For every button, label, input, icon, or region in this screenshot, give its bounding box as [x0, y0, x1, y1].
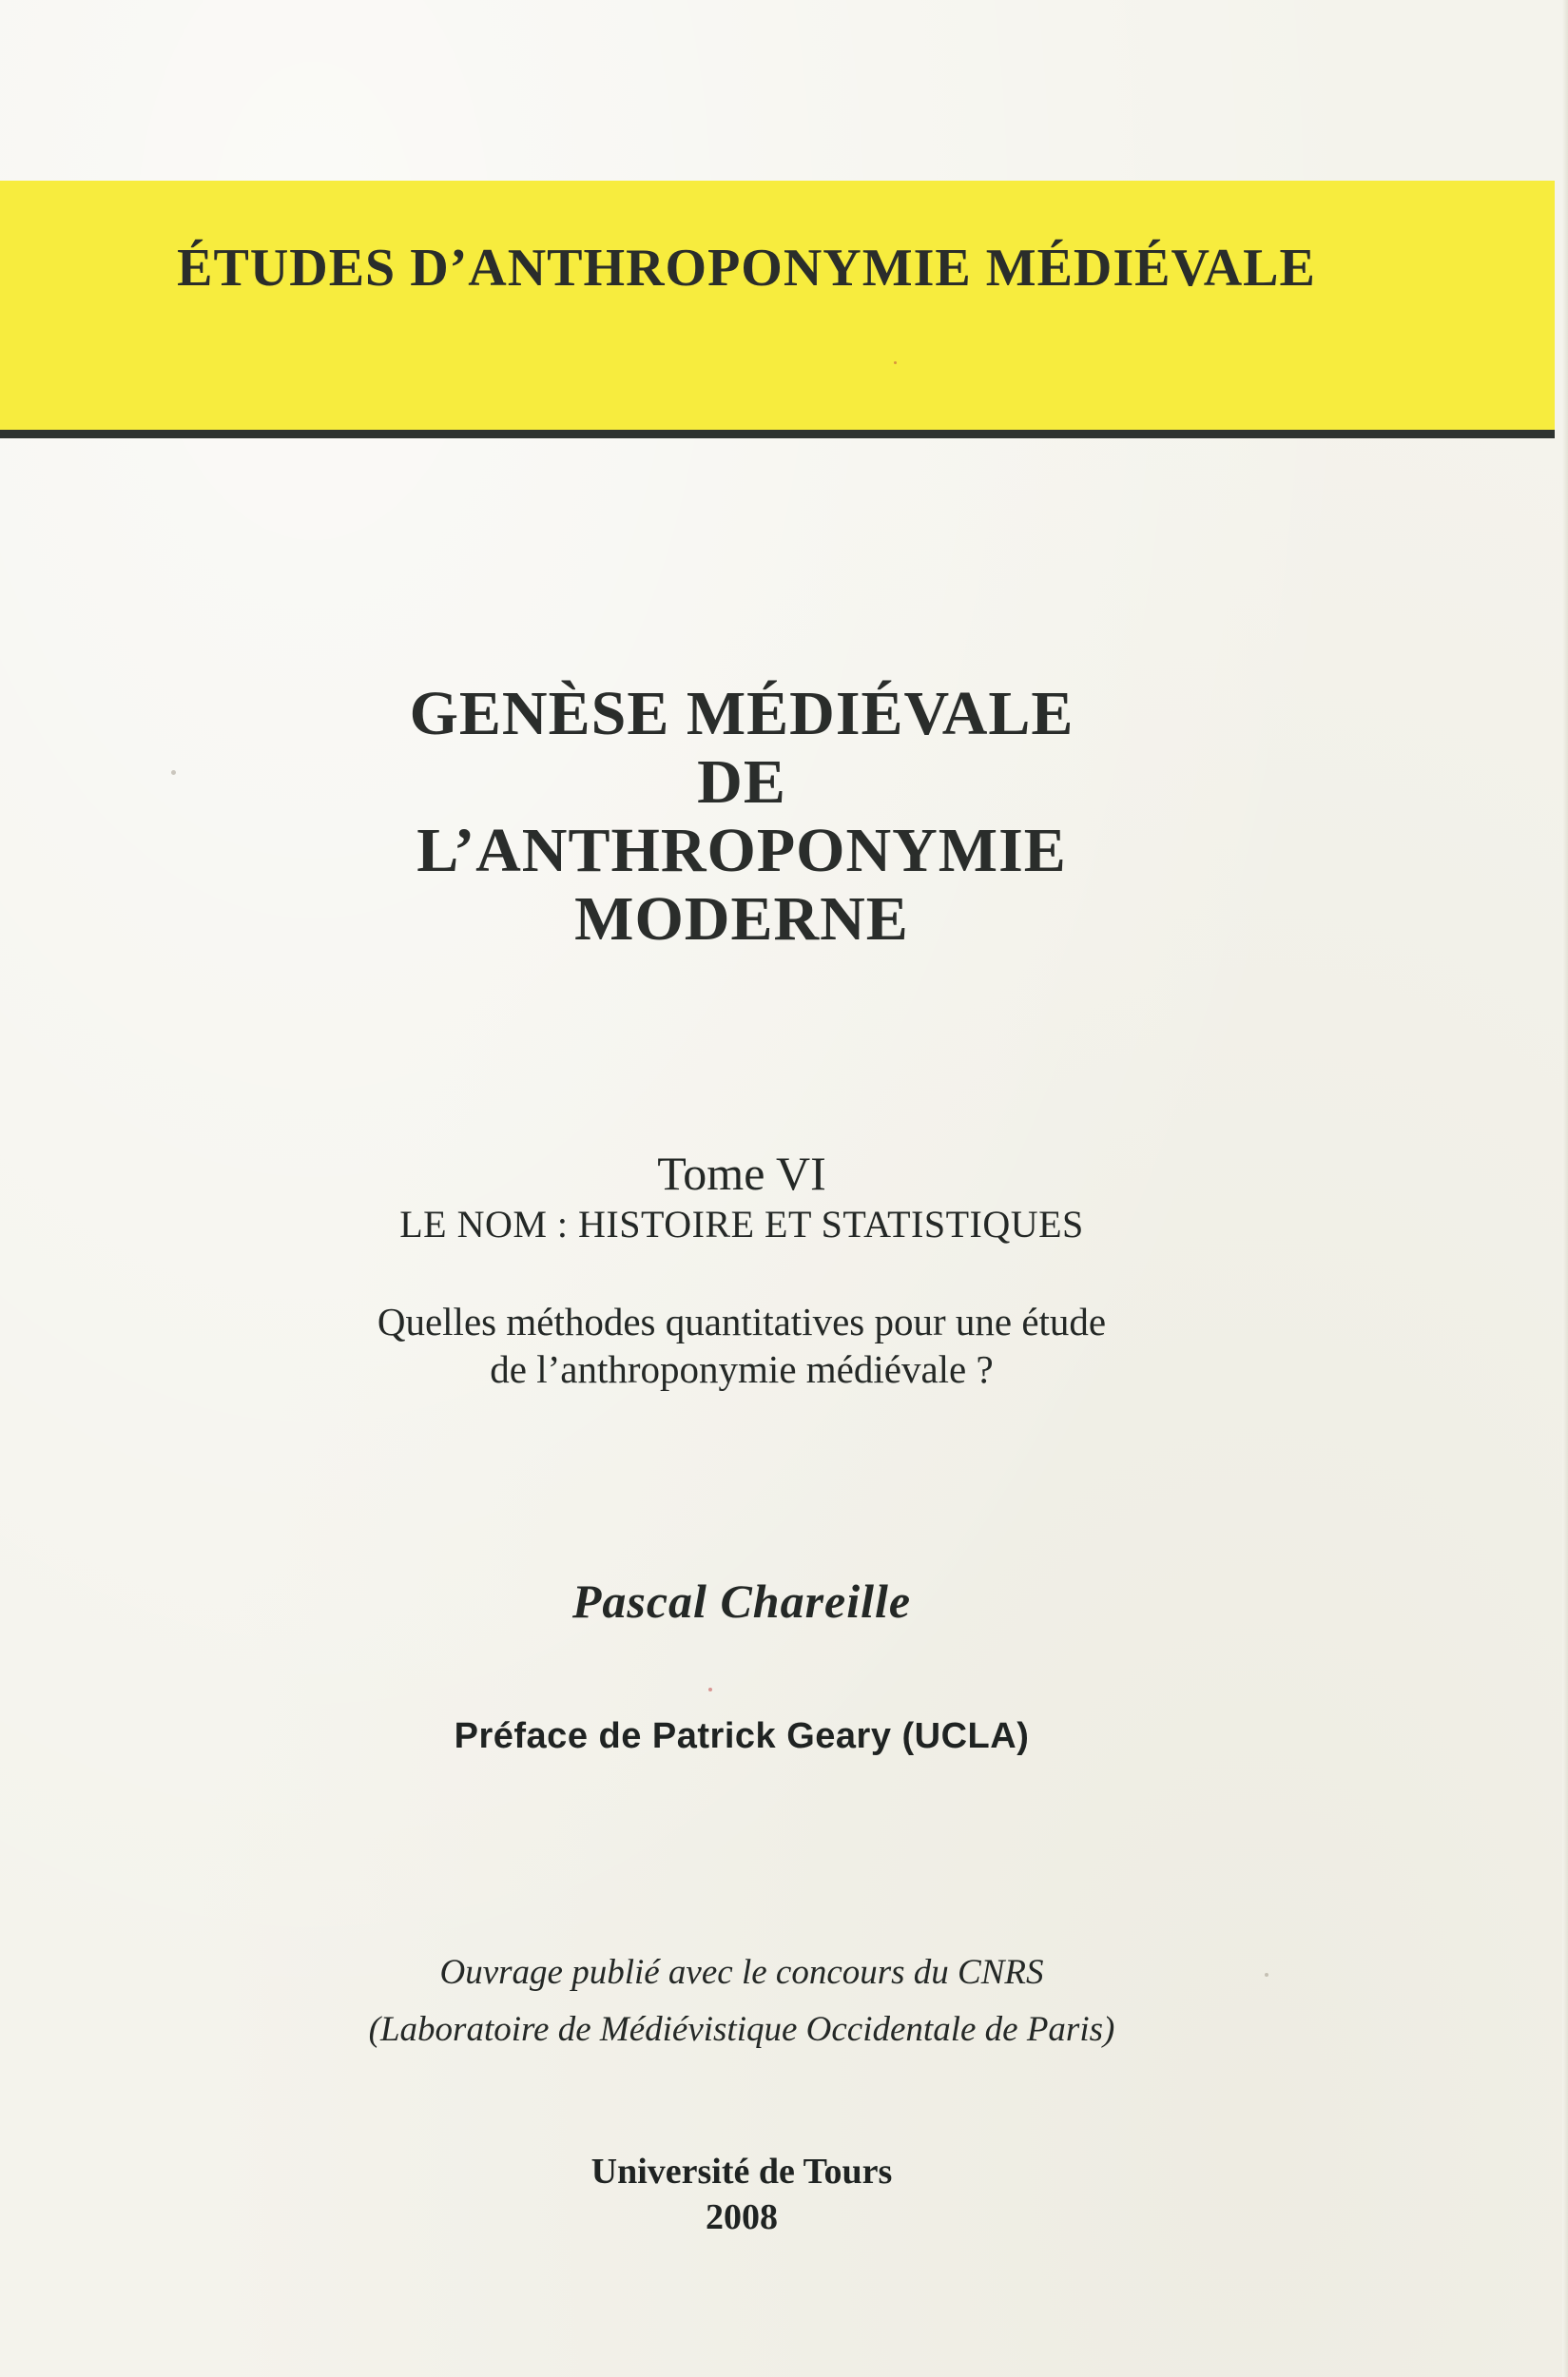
- main-title-line: GENÈSE MÉDIÉVALE: [409, 679, 1074, 748]
- publication-note-line: Ouvrage publié avec le concours du CNRS: [439, 1953, 1044, 1992]
- publication-note-line: (Laboratoire de Médiévistique Occidentale de Paris): [368, 2010, 1115, 2049]
- paper-speck: [171, 770, 176, 775]
- research-question-line: de l’anthroponymie médiévale ?: [490, 1347, 994, 1391]
- publisher-name: Université de Tours: [590, 2152, 893, 2192]
- page-edge: [1562, 0, 1568, 2377]
- volume-number: Tome VI: [657, 1147, 826, 1200]
- publication-year: 2008: [706, 2197, 778, 2237]
- preface-credit: Préface de Patrick Geary (UCLA): [454, 1716, 1030, 1756]
- main-title-line: DE: [697, 747, 786, 817]
- publication-note: [0, 1944, 1483, 2058]
- series-divider-rule: [0, 430, 1555, 438]
- paper-speck: [1265, 1973, 1268, 1977]
- series-title: ÉTUDES D’ANTHROPONYMIE MÉDIÉVALE: [177, 239, 1316, 298]
- research-question: [0, 1298, 1483, 1393]
- main-title-line: MODERNE: [574, 884, 909, 954]
- publisher-block: [0, 2149, 1483, 2240]
- author-name: Pascal Chareille: [571, 1575, 912, 1628]
- main-title-line: L’ANTHROPONYMIE: [416, 816, 1067, 885]
- paper-speck: [708, 1688, 712, 1691]
- volume-subtitle: LE NOM : HISTOIRE ET STATISTIQUES: [399, 1203, 1084, 1246]
- main-title: [0, 680, 1483, 954]
- paper-speck: [894, 361, 897, 364]
- series-band: [0, 181, 1555, 430]
- research-question-line: Quelles méthodes quantitatives pour une étude: [377, 1300, 1107, 1343]
